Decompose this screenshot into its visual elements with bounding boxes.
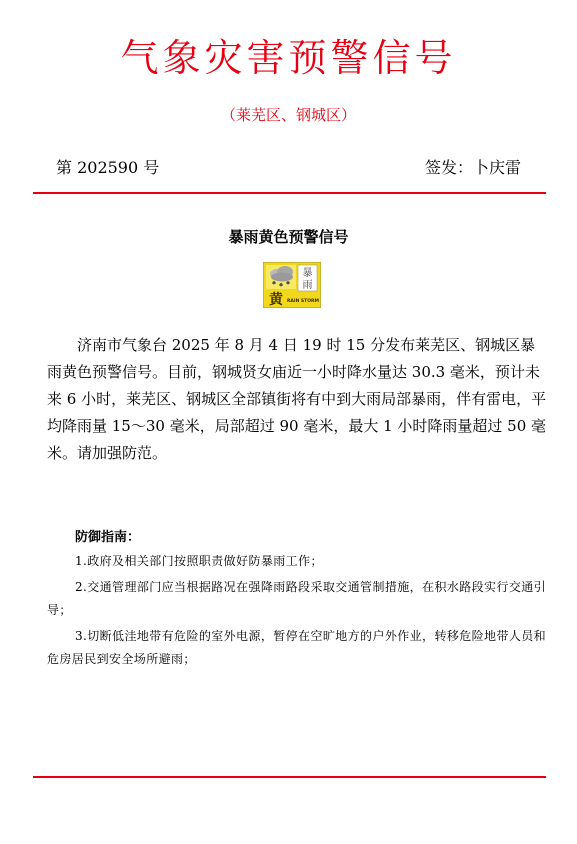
bottom-divider: [33, 776, 546, 778]
top-divider: [33, 192, 546, 194]
icon-level-char: 黄: [269, 292, 283, 308]
document-signer: 签发：卜庆雷: [424, 158, 521, 177]
document-meta: [56, 155, 521, 181]
icon-label-bao: 暴: [302, 268, 313, 279]
icon-label-en: RAIN STORM: [286, 299, 320, 304]
district-subtitle: （莱芜区、钢城区）: [220, 106, 356, 124]
document-title: 气象灾害预警信号: [120, 36, 457, 80]
notice-body: 济南市气象台 2025 年 8 月 4 日 19 时 15 分发布莱芜区、钢城区暴雨黄色预警信号。目前，钢城贤女庙近一小时降水量达 30.3 毫米，预计未来 6 小时，莱芜区、钢城区全部镇街将有中到大雨局部暴雨，伴有雷电，平均降雨量 15～30 毫米，局部超过 90 毫米，最大 1 小时降雨量超过 50 毫米。请加强防范。: [47, 336, 547, 462]
icon-label-yu: 雨: [302, 280, 313, 291]
guide-heading: 防御指南：: [75, 530, 141, 545]
rainstorm-yellow-warning-icon: [263, 262, 321, 308]
guide-item: 1.政府及相关部门按照职责做好防暴雨工作；: [75, 554, 323, 568]
notice-title: 暴雨黄色预警信号: [228, 228, 349, 246]
document-number: 第 202590 号: [56, 158, 160, 177]
guide-item: 3.切断低洼地带有危险的室外电源，暂停在空旷地方的户外作业，转移危险地带人员和危房居民到安全场所避雨；: [47, 629, 547, 666]
guide-item: 2.交通管理部门应当根据路况在强降雨路段采取交通管制措施，在积水路段实行交通引导；: [47, 580, 547, 617]
guide-list: [47, 550, 547, 674]
